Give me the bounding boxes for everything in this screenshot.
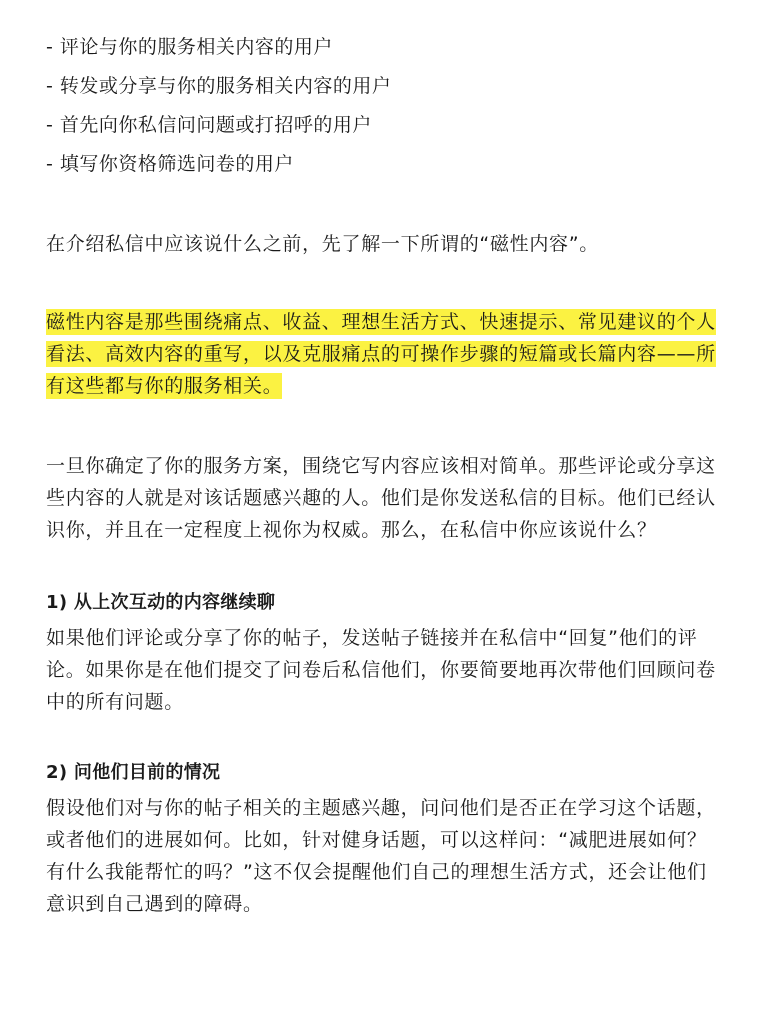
intro-paragraph: 在介绍私信中应该说什么之前，先了解一下所谓的“磁性内容”。 [46,233,599,255]
body-paragraph: 一旦你确定了你的服务方案，围绕它写内容应该相对简单。那些评论或分享这些内容的人就是对该话题感兴趣的人。他们是你发送私信的目标。他们已经认识你，并且在一定程度上视你为权威。那么，在私信中你应该说什么？ [46,455,716,541]
highlighted-text: 磁性内容是那些围绕痛点、收益、理想生活方式、快速提示、常见建议的个人看法、高效内容的重写，以及克服痛点的可操作步骤的短篇或长篇内容——所有这些都与你的服务相关。 [46,311,716,397]
bullet-item: - 填写你资格筛选问卷的用户 [46,153,294,175]
highlight-paragraph [46,306,722,402]
section-body-1: 如果他们评论或分享了你的帖子，发送帖子链接并在私信中“回复”他们的评论。如果你是在他们提交了问卷后私信他们，你要简要地再次带他们回顾问卷中的所有问题。 [46,627,716,713]
bullet-item: - 首先向你私信问问题或打招呼的用户 [46,114,372,136]
section-heading-2: 2) 问他们目前的情况 [46,762,221,783]
section-body-2: 假设他们对与你的帖子相关的主题感兴趣，问问他们是否正在学习这个话题，或者他们的进展如何。比如，针对健身话题，可以这样问：“减肥进展如何？有什么我能帮忙的吗？”这不仅会提醒他们自己的理想生活方式，还会让他们意识到自己遇到的障碍。 [46,797,716,915]
section-heading-1: 1) 从上次互动的内容继续聊 [46,592,276,613]
bullet-item: - 评论与你的服务相关内容的用户 [46,36,333,58]
bullet-list [46,28,722,184]
bullet-item: - 转发或分享与你的服务相关内容的用户 [46,75,392,97]
